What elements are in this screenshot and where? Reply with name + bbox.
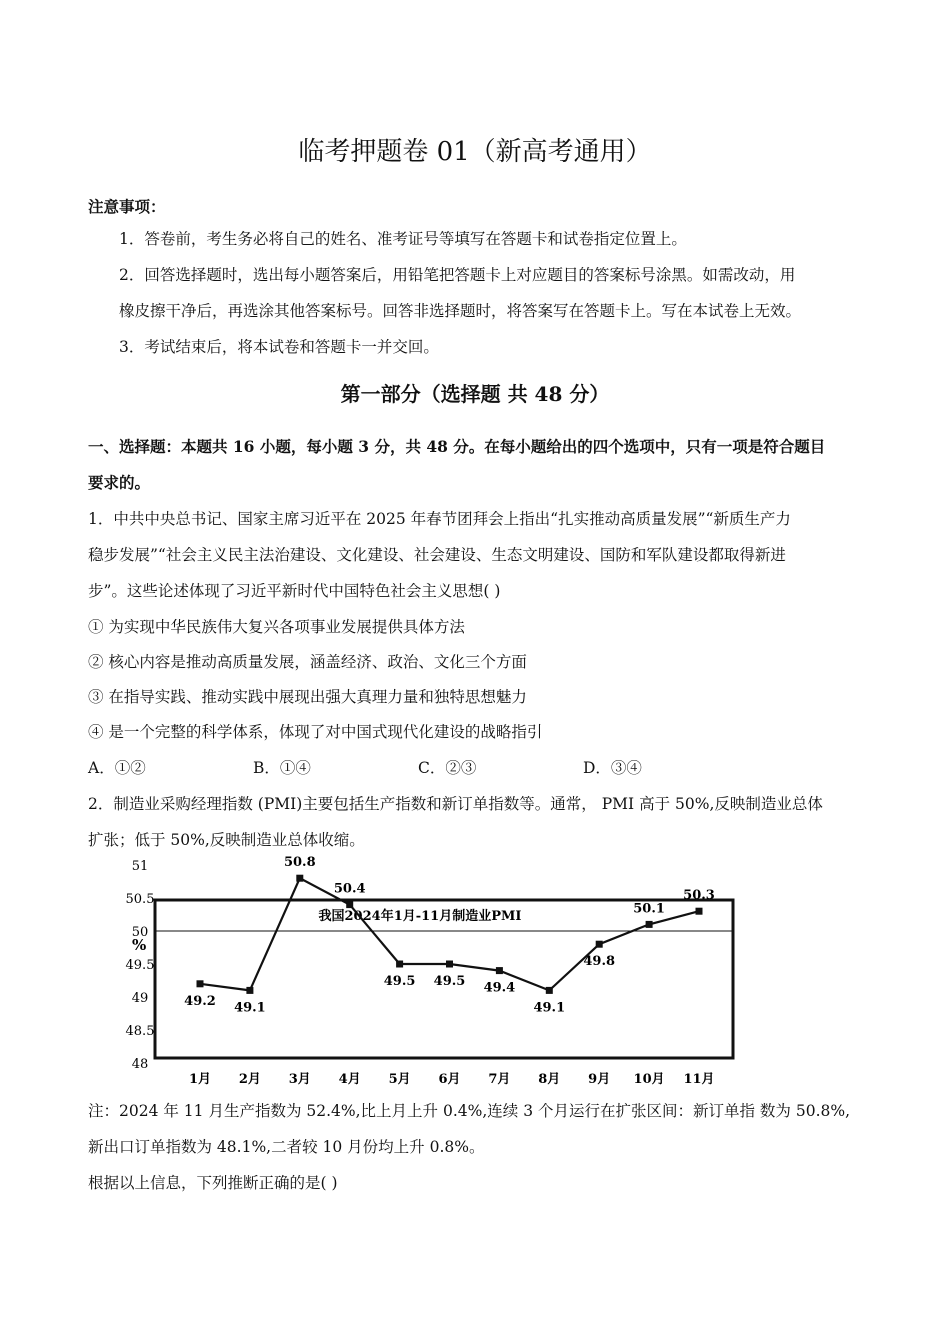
q1-stem-line-2: 稳步发展”“社会主义民主法治建设、文化建设、社会建设、生态文明建设、国防和军队建设都取得新进 bbox=[88, 546, 786, 564]
data-point bbox=[546, 987, 553, 994]
q1-choice-a: A．①② bbox=[88, 759, 146, 777]
data-label: 49.1 bbox=[234, 1000, 266, 1016]
q1-statement-1: ① 为实现中华民族伟大复兴各项事业发展提供具体方法 bbox=[88, 618, 465, 636]
x-tick-label: 7月 bbox=[488, 1072, 511, 1087]
q1-stem-line-3: 步”。这些论述体现了习近平新时代中国特色社会主义思想( ) bbox=[88, 582, 501, 600]
data-point bbox=[646, 921, 653, 928]
pmi-chart bbox=[120, 855, 740, 1093]
q1-statement-2: ② 核心内容是推动高质量发展，涵盖经济、政治、文化三个方面 bbox=[88, 653, 527, 671]
notice-heading: 注意事项： bbox=[88, 197, 166, 216]
x-tick-labels bbox=[189, 1072, 715, 1087]
notice-item-2-line-2: 橡皮擦干净后，再选涂其他答案标号。回答非选择题时，将答案写在答题卡上。写在本试卷上无效。 bbox=[119, 302, 802, 320]
data-label: 49.8 bbox=[583, 954, 616, 970]
data-label: 50.4 bbox=[333, 881, 366, 897]
page-title: 临考押题卷 01（新高考通用） bbox=[298, 137, 652, 167]
x-tick-label: 8月 bbox=[538, 1072, 561, 1087]
y-tick-label: 50 bbox=[131, 925, 149, 940]
q1-choice-b: B．①④ bbox=[253, 759, 311, 777]
q1-stem-line-1: 1．中共中央总书记、国家主席习近平在 2025 年春节团拜会上指出“扎实推动高质量发展”“新质生产力 bbox=[88, 510, 791, 528]
data-point bbox=[446, 961, 453, 968]
data-label: 49.5 bbox=[433, 974, 466, 989]
data-point bbox=[696, 908, 703, 915]
y-axis-unit: % bbox=[132, 936, 147, 954]
x-tick-label: 3月 bbox=[288, 1072, 311, 1087]
data-point bbox=[246, 987, 253, 994]
section-title: 第一部分（选择题 共 48 分） bbox=[340, 382, 610, 406]
data-point bbox=[496, 967, 503, 974]
q2-stem-line-2: 扩张；低于 50%,反映制造业总体收缩。 bbox=[88, 831, 365, 849]
data-label: 49.2 bbox=[184, 993, 216, 1009]
y-tick-label: 50.5 bbox=[125, 892, 155, 907]
notice-item-1: 1．答卷前，考生务必将自己的姓名、准考证号等填写在答题卡和试卷指定位置上。 bbox=[119, 230, 687, 248]
q1-statement-4: ④ 是一个完整的科学体系，体现了对中国式现代化建设的战略指引 bbox=[88, 723, 543, 741]
data-point bbox=[346, 901, 353, 908]
q1-choice-c: C．②③ bbox=[418, 759, 477, 777]
instructions-line-1: 一、选择题：本题共 16 小题，每小题 3 分，共 48 分。在每小题给出的四个选项中，只有一项是符合题目 bbox=[88, 437, 826, 456]
x-tick-label: 6月 bbox=[438, 1072, 461, 1087]
data-labels bbox=[184, 855, 715, 1015]
data-point bbox=[296, 875, 303, 882]
x-tick-label: 5月 bbox=[388, 1072, 411, 1087]
data-label: 49.4 bbox=[483, 980, 516, 996]
q1-statement-3: ③ 在指导实践、推动实践中展现出强大真理力量和独特思想魅力 bbox=[88, 688, 527, 706]
data-point bbox=[396, 961, 403, 968]
y-tick-labels bbox=[126, 859, 155, 1072]
x-tick-label: 11月 bbox=[683, 1072, 715, 1087]
data-label: 50.1 bbox=[633, 901, 665, 917]
y-tick-label: 49.5 bbox=[125, 958, 155, 973]
notice-item-3: 3．考试结束后，将本试卷和答题卡一并交回。 bbox=[119, 338, 439, 356]
q1-choice-d: D．③④ bbox=[583, 759, 642, 777]
y-tick-label: 48 bbox=[131, 1057, 149, 1072]
data-label: 50.8 bbox=[283, 855, 316, 871]
x-tick-label: 10月 bbox=[633, 1072, 665, 1087]
q2-stem-line-1: 2．制造业采购经理指数 (PMI)主要包括生产指数和新订单指数等。通常， PMI 高于 50%,反映制造业总体 bbox=[88, 795, 823, 813]
pmi-chart-svg bbox=[120, 855, 740, 1093]
y-tick-label: 48.5 bbox=[125, 1024, 155, 1039]
y-tick-label: 49 bbox=[131, 991, 149, 1006]
q2-note-line-2: 新出口订单指数为 48.1%,二者较 10 月份均上升 0.8%。 bbox=[88, 1138, 485, 1156]
x-tick-label: 1月 bbox=[188, 1072, 212, 1087]
x-tick-label: 4月 bbox=[338, 1072, 361, 1087]
x-tick-label: 9月 bbox=[588, 1072, 611, 1087]
q2-note-line-1: 注：2024 年 11 月生产指数为 52.4%,比上月上升 0.4%,连续 3 个月运行在扩张区间：新订单指 数为 50.8%, bbox=[88, 1102, 851, 1120]
data-label: 49.1 bbox=[533, 1000, 566, 1016]
data-label: 49.5 bbox=[383, 974, 416, 989]
y-tick-label: 51 bbox=[131, 859, 149, 874]
instructions-line-2: 要求的。 bbox=[88, 473, 151, 492]
q2-question: 根据以上信息，下列推断正确的是( ) bbox=[88, 1174, 338, 1192]
notice-item-2-line-1: 2．回答选择题时，选出每小题答案后，用铅笔把答题卡上对应题目的答案标号涂黑。如需改动，用 bbox=[119, 266, 796, 284]
chart-title: 我国2024年1月-11月制造业PMI bbox=[318, 909, 522, 924]
data-label: 50.3 bbox=[683, 888, 715, 904]
data-point bbox=[596, 941, 603, 948]
data-point bbox=[197, 980, 204, 987]
x-tick-label: 2月 bbox=[238, 1072, 261, 1087]
